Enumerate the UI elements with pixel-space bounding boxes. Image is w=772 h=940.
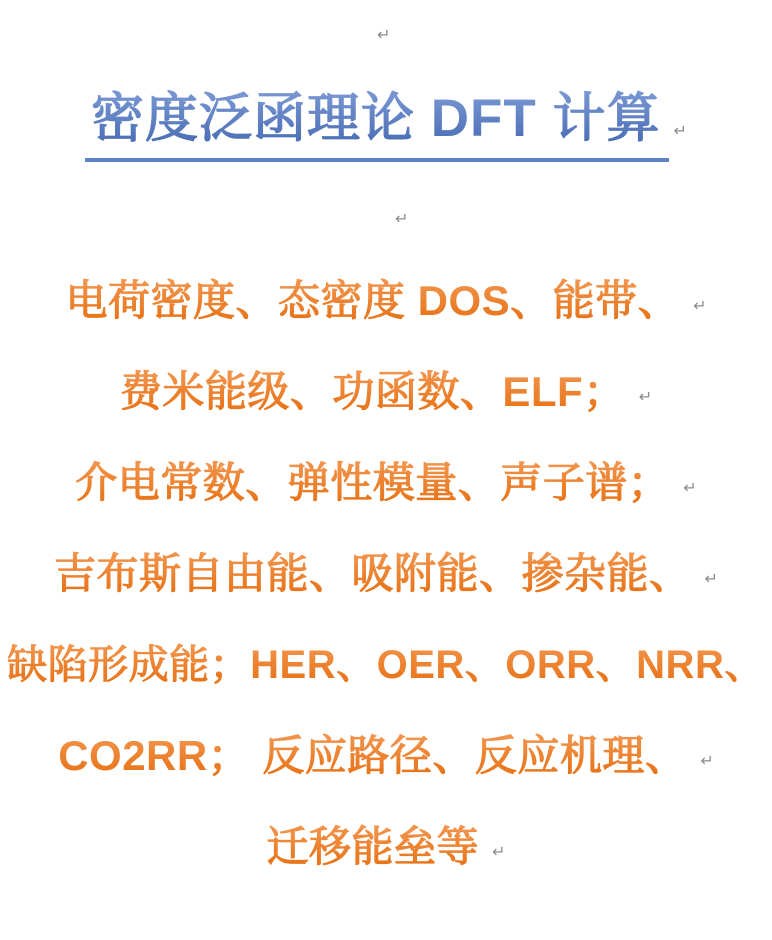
body-line: [0, 525, 772, 616]
paragraph-mark-icon: ↵: [700, 752, 714, 770]
body-line-text: 迁移能垒等: [267, 814, 480, 874]
body-line-text: 吉布斯自由能、吸附能、掺杂能、: [54, 541, 692, 601]
body-line: [0, 616, 772, 707]
paragraph-mark-icon: ↵: [673, 123, 687, 140]
page-title: 密度泛函理论 DFT 计算: [85, 76, 668, 162]
body-line: [0, 798, 772, 889]
title-block: [0, 76, 772, 162]
body-line: [0, 343, 772, 434]
paragraph-mark-icon: ↵: [377, 27, 391, 44]
body-line: [0, 252, 772, 343]
paragraph-mark-icon: ↵: [683, 479, 697, 497]
body-line-text: 缺陷形成能；HER、OER、ORR、NRR、: [7, 633, 765, 690]
body-text-block: [0, 252, 772, 889]
body-line: [0, 707, 772, 798]
paragraph-mark-icon: ↵: [492, 843, 506, 861]
paragraph-mark-icon: ↵: [638, 388, 653, 406]
body-line: [0, 434, 772, 525]
body-line-text: 费米能级、功函数、ELF；: [120, 359, 626, 419]
paragraph-mark-icon: ↵: [395, 211, 409, 228]
paragraph-mark-icon: ↵: [704, 570, 718, 588]
body-line-text: 介电常数、弹性模量、声子谱；: [75, 450, 670, 510]
body-line-text: CO2RR； 反应路径、反应机理、: [58, 723, 687, 783]
body-line-text: 电荷密度、态密度 DOS、能带、: [65, 268, 680, 328]
paragraph-mark-icon: ↵: [693, 297, 707, 315]
